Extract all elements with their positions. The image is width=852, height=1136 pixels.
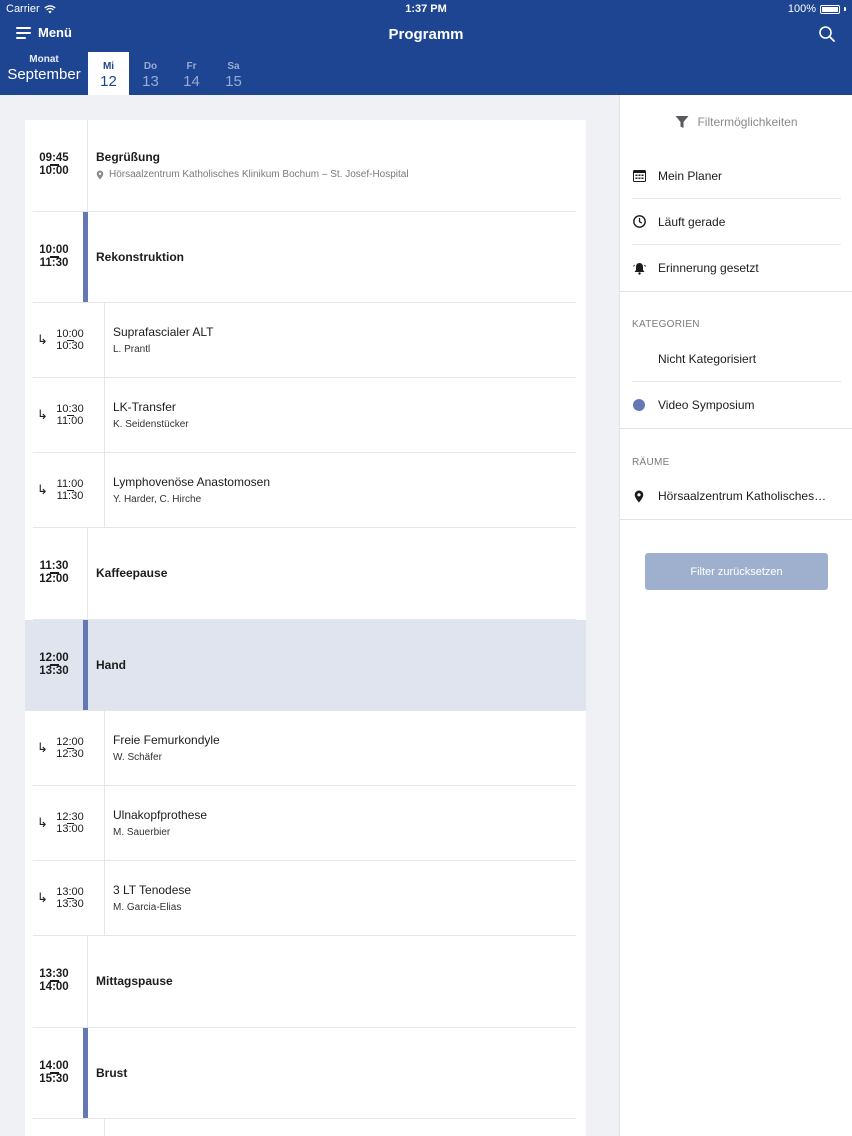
filter-running-now[interactable] <box>632 199 841 245</box>
battery-indicator <box>788 3 846 15</box>
menu-label: Menü <box>38 25 72 40</box>
session-title: Mittagspause <box>96 974 173 989</box>
clock-icon <box>632 215 646 229</box>
talk-title: Ulnakopfprothese <box>113 808 208 822</box>
categories-caption: KATEGORIEN <box>632 319 700 330</box>
program-list <box>25 120 586 1136</box>
talk-time <box>53 453 87 527</box>
day-tab-fri[interactable] <box>171 52 212 95</box>
category-bar <box>83 620 88 711</box>
start-time: 10:00 <box>39 243 69 256</box>
talk-speaker: M. Garcia-Elias <box>113 902 182 913</box>
end-time: 11:30 <box>39 256 69 269</box>
session-title: Brust <box>96 1065 128 1080</box>
session-time <box>33 528 75 619</box>
category-color-dot <box>632 352 646 366</box>
day-tab-sat[interactable] <box>213 52 254 95</box>
session-title: Kaffeepause <box>96 566 168 581</box>
program-talk[interactable] <box>33 453 576 528</box>
program-talk[interactable] <box>33 861 576 936</box>
program-session[interactable] <box>33 1028 576 1120</box>
end-time: 11:30 <box>56 489 84 502</box>
end-time: 11:00 <box>56 414 84 427</box>
location-label: Hörsaalzentrum Katholisches Klinikum Bochum – St. Josef-Hospital <box>109 169 409 181</box>
talk-speaker: Y. Harder, C. Hirche <box>113 494 202 505</box>
talk-speaker: L. Prantl <box>113 344 151 355</box>
talk-time <box>53 711 87 785</box>
subitem-arrow-icon: ↳ <box>37 815 48 830</box>
day-number: 12 <box>100 73 117 90</box>
end-time: 10:30 <box>56 339 84 352</box>
end-time: 10:00 <box>39 165 69 178</box>
subitem-arrow-icon: ↳ <box>37 482 48 497</box>
filter-sidebar <box>619 95 852 1136</box>
room-label: Hörsaalzentrum Katholisches… <box>658 489 827 503</box>
end-time: 12:30 <box>56 747 84 760</box>
program-session[interactable] <box>33 528 576 620</box>
day-number: 14 <box>183 73 200 90</box>
end-time: 13:30 <box>56 897 84 910</box>
app-header <box>0 0 852 95</box>
end-time: 12:00 <box>39 573 69 586</box>
session-time <box>33 120 75 211</box>
session-title: Rekonstruktion <box>96 249 185 264</box>
status-time: 1:37 PM <box>405 3 447 15</box>
page-title: Programm <box>388 26 464 43</box>
location-pin-icon <box>96 170 104 180</box>
program-talk[interactable] <box>33 303 576 378</box>
status-bar <box>0 0 852 18</box>
program-talk[interactable] <box>33 786 576 861</box>
start-time: 10:00 <box>56 327 84 340</box>
start-time: 13:00 <box>56 885 84 898</box>
carrier-label: Carrier <box>6 3 40 15</box>
talk-speaker: W. Schäfer <box>113 752 162 763</box>
day-tab-thu[interactable] <box>130 52 171 95</box>
session-time <box>33 212 75 303</box>
day-name: Mi <box>102 61 115 72</box>
start-time: 11:00 <box>56 477 84 490</box>
category-uncategorized[interactable] <box>632 336 841 382</box>
talk-title: Freie Femurkondyle <box>113 733 220 747</box>
month-value: September <box>7 66 81 83</box>
session-title: Begrüßung <box>96 150 160 165</box>
filter-title: Filtermöglichkeiten <box>697 115 798 129</box>
talk-title: LK-Transfer <box>113 400 176 414</box>
talk-time <box>53 861 87 935</box>
session-time <box>33 1028 75 1119</box>
category-video-symposium[interactable] <box>632 382 841 428</box>
subitem-arrow-icon: ↳ <box>37 740 48 755</box>
day-selector <box>0 52 852 95</box>
session-time <box>33 936 75 1027</box>
start-time: 11:30 <box>39 560 69 573</box>
day-name: Fr <box>186 61 197 72</box>
start-time: 12:00 <box>56 735 84 748</box>
subitem-arrow-icon: ↳ <box>37 332 48 347</box>
end-time: 13:30 <box>39 664 69 677</box>
start-time: 14:00 <box>39 1059 69 1072</box>
day-number: 13 <box>142 73 159 90</box>
filter-icon <box>675 115 689 129</box>
calendar-icon <box>632 169 646 183</box>
program-session[interactable] <box>33 120 576 212</box>
quick-filters <box>620 153 852 291</box>
room-filters <box>620 473 852 519</box>
talk-title: Lymphovenöse Anastomosen <box>113 475 270 489</box>
program-talk[interactable] <box>33 711 576 786</box>
talk-title: 3 LT Tenodese <box>113 883 192 897</box>
nav-bar <box>0 22 852 48</box>
talk-time <box>53 378 87 452</box>
filter-label: Erinnerung gesetzt <box>658 261 759 275</box>
program-session[interactable] <box>33 212 576 304</box>
rooms-caption: RÄUME <box>632 457 670 468</box>
program-talk[interactable] <box>33 1119 576 1136</box>
category-bar <box>83 212 88 303</box>
start-time: 12:30 <box>56 810 84 823</box>
subitem-arrow-icon: ↳ <box>37 407 48 422</box>
category-label: Nicht Kategorisiert <box>658 351 757 366</box>
filter-label: Läuft gerade <box>658 214 726 229</box>
talk-title: Suprafascialer ALT <box>113 325 214 339</box>
start-time: 10:30 <box>56 402 84 415</box>
category-filters <box>620 336 852 428</box>
session-location <box>96 169 576 180</box>
category-label: Video Symposium <box>658 398 755 412</box>
day-name: Sa <box>227 61 240 72</box>
program-session[interactable] <box>33 936 576 1028</box>
filter-label: Mein Planer <box>658 168 723 183</box>
program-panel <box>0 95 619 1136</box>
program-talk[interactable] <box>33 378 576 453</box>
category-bar <box>83 1028 88 1119</box>
filter-reminder-set[interactable] <box>632 245 841 291</box>
end-time: 15:30 <box>39 1072 69 1085</box>
subitem-arrow-icon: ↳ <box>37 890 48 905</box>
program-session[interactable] <box>25 620 586 712</box>
bell-icon <box>632 261 646 275</box>
category-color-dot <box>632 398 646 412</box>
talk-time <box>53 303 87 377</box>
end-time: 14:00 <box>39 981 69 994</box>
session-title: Hand <box>96 657 126 672</box>
session-time <box>33 620 75 711</box>
month-selector[interactable] <box>0 54 88 83</box>
day-number: 15 <box>225 73 242 90</box>
battery-label: 100% <box>787 3 816 15</box>
filter-my-planner[interactable] <box>632 153 841 199</box>
end-time: 13:00 <box>56 822 84 835</box>
talk-speaker: M. Sauerbier <box>113 827 171 838</box>
talk-speaker: K. Seidenstücker <box>113 419 189 430</box>
filter-header <box>620 115 852 129</box>
day-name: Do <box>143 61 158 72</box>
location-pin-icon <box>632 489 646 503</box>
start-time: 13:30 <box>39 968 69 981</box>
reset-filter-button[interactable]: Filter zurücksetzen <box>645 553 828 590</box>
talk-time <box>53 786 87 860</box>
start-time: 09:45 <box>39 152 69 165</box>
battery-icon <box>820 5 840 14</box>
start-time: 12:00 <box>39 651 69 664</box>
day-tab-wed[interactable] <box>88 52 129 95</box>
room-filter-item[interactable] <box>632 473 841 519</box>
month-label: Monat <box>29 54 59 65</box>
search-icon[interactable] <box>818 25 836 43</box>
